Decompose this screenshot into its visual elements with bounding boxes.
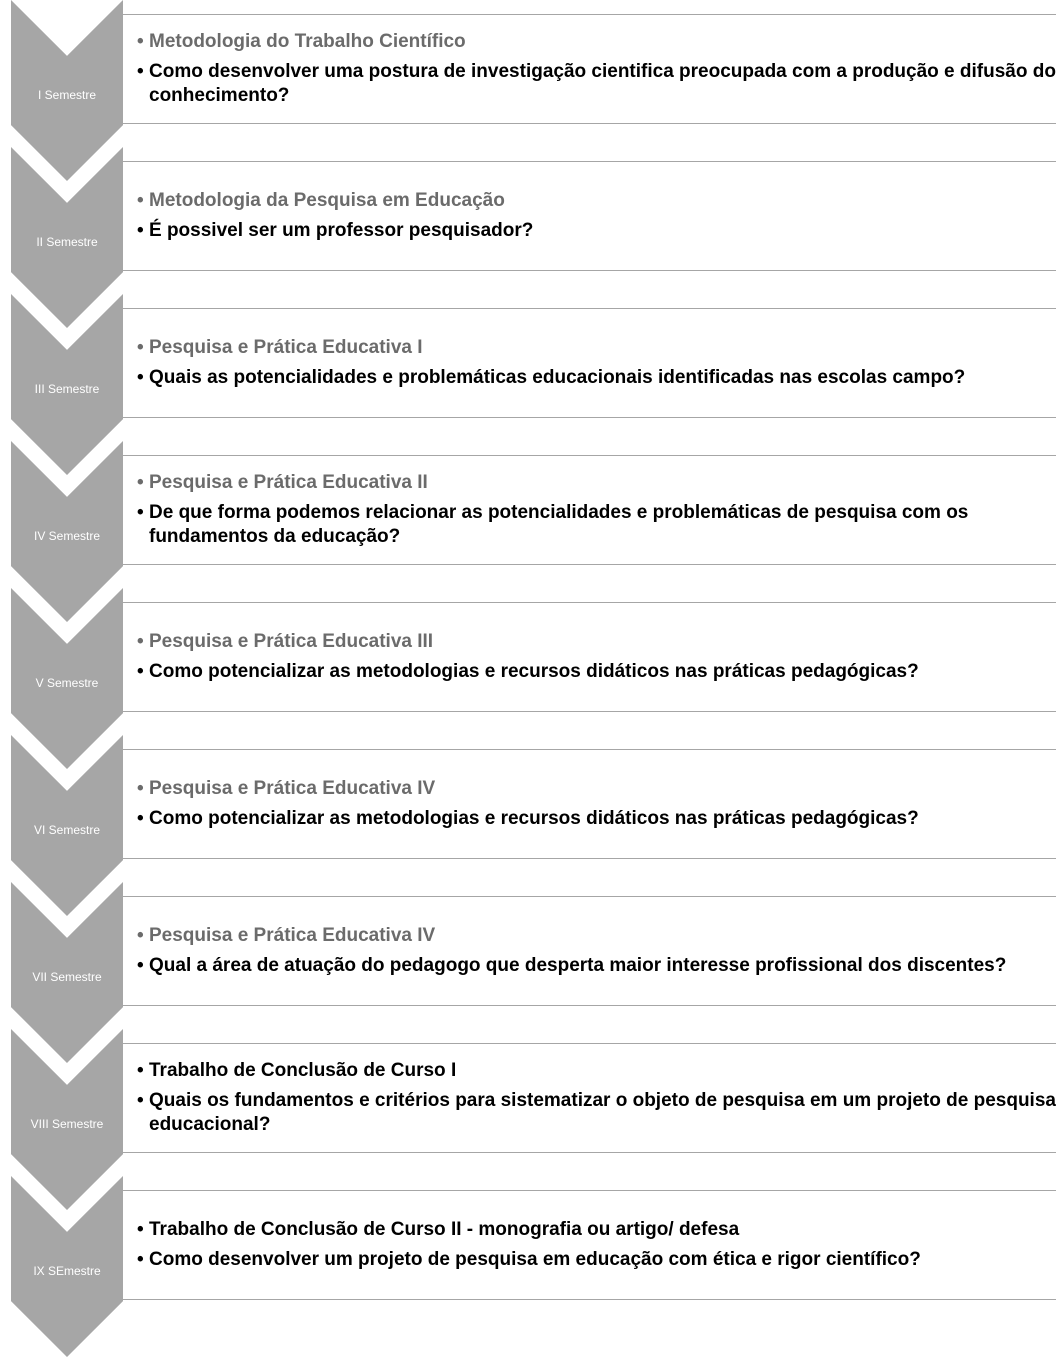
course-box	[123, 896, 1056, 1006]
guiding-question: • Quais as potencialidades e problemáticas educacionais identificadas nas escolas campo?	[137, 366, 1056, 390]
course-box	[123, 161, 1056, 271]
course-title: • Metodologia da Pesquisa em Educação	[137, 189, 1056, 213]
guiding-question: • Quais os fundamentos e critérios para sistematizar o objeto de pesquisa em um projeto de pesquisa educacional?	[137, 1089, 1056, 1137]
guiding-question: • Qual a área de atuação do pedagogo que desperta maior interesse profissional dos discentes?	[137, 954, 1056, 978]
course-box	[123, 1043, 1056, 1153]
course-title: • Metodologia do Trabalho Científico	[137, 30, 1056, 54]
course-title: • Trabalho de Conclusão de Curso II - monografia ou artigo/ defesa	[137, 1218, 1056, 1242]
semester-label: V Semestre	[35, 676, 99, 690]
semester-label: VIII Semestre	[30, 1117, 104, 1131]
course-box	[123, 308, 1056, 418]
course-title: • Pesquisa e Prática Educativa IV	[137, 777, 1056, 801]
course-title: • Pesquisa e Prática Educativa II	[137, 471, 1056, 495]
course-box	[123, 749, 1056, 859]
course-title: • Pesquisa e Prática Educativa I	[137, 336, 1056, 360]
semester-label: IV Semestre	[33, 529, 101, 543]
semester-label: VII Semestre	[32, 970, 102, 984]
course-title: • Trabalho de Conclusão de Curso I	[137, 1059, 1056, 1083]
final-chevron-shape	[11, 1296, 123, 1352]
guiding-question: • Como desenvolver uma postura de investigação cientifica preocupada com a produção e difusão do conhecimento?	[137, 60, 1056, 108]
semester-label: III Semestre	[34, 382, 100, 396]
semester-label: II Semestre	[36, 235, 98, 249]
guiding-question: • Como desenvolver um projeto de pesquisa em educação com ética e rigor científico?	[137, 1248, 1056, 1272]
course-box	[123, 14, 1056, 124]
guiding-question: • Como potencializar as metodologias e recursos didáticos nas práticas pedagógicas?	[137, 807, 1056, 831]
semester-label: VI Semestre	[33, 823, 101, 837]
semester-label: IX SEmestre	[33, 1264, 101, 1278]
course-box	[123, 455, 1056, 565]
guiding-question: • De que forma podemos relacionar as potencialidades e problemáticas de pesquisa com os fundamentos da educação?	[137, 501, 1056, 549]
course-box	[123, 1190, 1056, 1300]
guiding-question: • Como potencializar as metodologias e recursos didáticos nas práticas pedagógicas?	[137, 660, 1056, 684]
course-title: • Pesquisa e Prática Educativa IV	[137, 924, 1056, 948]
course-box	[123, 602, 1056, 712]
guiding-question: • É possivel ser um professor pesquisador?	[137, 219, 1056, 243]
semester-label: I Semestre	[37, 88, 97, 102]
course-title: • Pesquisa e Prática Educativa III	[137, 630, 1056, 654]
